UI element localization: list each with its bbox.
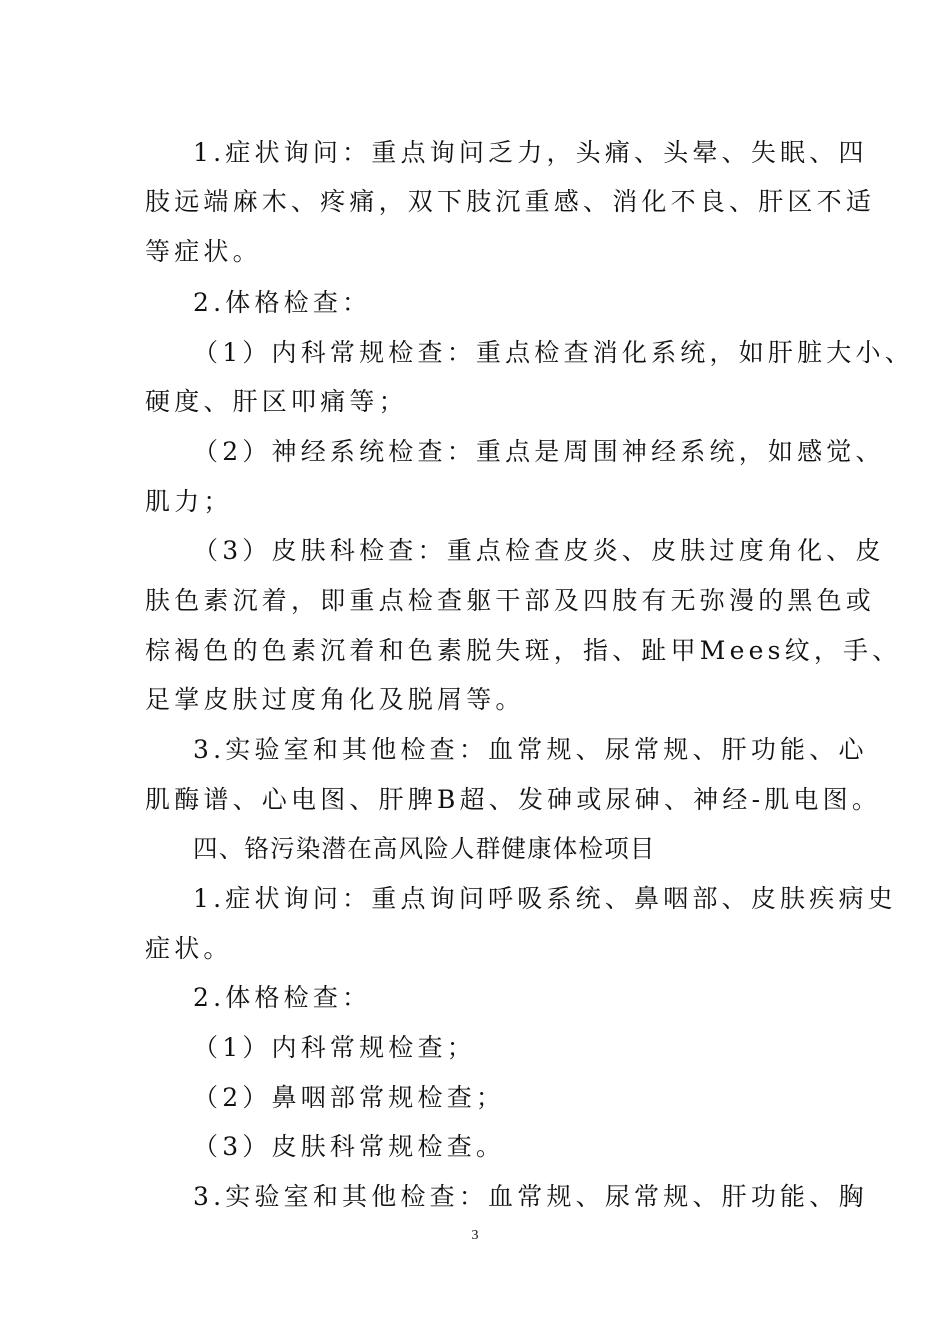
symptom-inquiry-line-3: 等症状。 [145,237,262,266]
skin-exam-line-3: 棕褐色的色素沉着和色素脱失斑，指、趾甲Mees纹，手、 [145,636,902,665]
lab-exam-line-2: 肌酶谱、心电图、肝脾B超、发砷或尿砷、神经-肌电图。 [145,785,882,814]
skin-exam-line-1: （3）皮肤科检查：重点检查皮炎、皮肤过度角化、皮 [193,536,885,565]
skin-exam-line-4: 足掌皮肤过度角化及脱屑等。 [145,685,525,714]
s4-lab-exam-line-1: 3.实验室和其他检查：血常规、尿常规、肝功能、胸 [193,1182,868,1211]
neuro-exam-line-1: （2）神经系统检查：重点是周围神经系统，如感觉、 [193,437,885,466]
lab-exam-line-1: 3.实验室和其他检查：血常规、尿常规、肝功能、心 [193,735,868,764]
s4-skin-exam: （3）皮肤科常规检查。 [193,1132,506,1161]
internal-exam-line-1: （1）内科常规检查：重点检查消化系统，如肝脏大小、 [193,338,914,367]
page-number: 3 [471,1228,479,1243]
skin-exam-line-2: 肤色素沉着，即重点检查躯干部及四肢有无弥漫的黑色或 [145,586,876,615]
section-heading: 四、铬污染潜在高风险人群健康体检项目 [193,834,656,863]
neuro-exam-line-2: 肌力； [145,487,233,516]
physical-exam-title: 2.体格检查： [193,288,372,317]
symptom-inquiry-line-2: 肢远端麻木、疼痛，双下肢沉重感、消化不良、肝区不适 [145,187,876,216]
s4-internal-exam: （1）内科常规检查； [193,1033,476,1062]
s4-symptom-line-2: 症状。 [145,934,233,963]
symptom-inquiry-line-1: 1.症状询问：重点询问乏力，头痛、头晕、失眠、四 [193,138,868,167]
s4-symptom-line-1: 1.症状询问：重点询问呼吸系统、鼻咽部、皮肤疾病史 [193,884,897,913]
internal-exam-line-2: 硬度、肝区叩痛等； [145,387,408,416]
s4-nasopharynx-exam: （2）鼻咽部常规检查； [193,1083,506,1112]
s4-physical-exam-title: 2.体格检查： [193,983,372,1012]
